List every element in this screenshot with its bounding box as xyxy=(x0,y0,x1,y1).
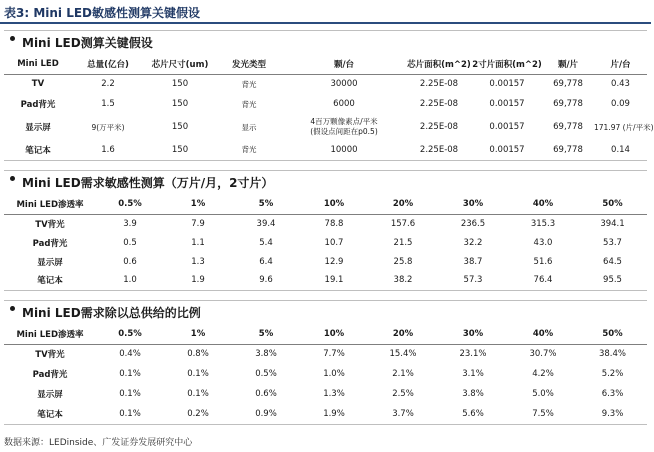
cell: 53.7 xyxy=(603,237,622,248)
col-header: 0.5% xyxy=(96,324,164,344)
cell: 0.00157 xyxy=(489,79,525,90)
cell: 23.1% xyxy=(459,349,487,360)
cell: 背光 xyxy=(241,99,257,109)
cell: 39.4 xyxy=(256,218,276,229)
table-row xyxy=(4,344,647,364)
cell: 51.6 xyxy=(533,256,553,267)
cell: 69,778 xyxy=(553,122,583,132)
cell: 显示 xyxy=(241,122,257,132)
cell: 394.1 xyxy=(600,218,625,229)
cell: 171.97 (片/平米) xyxy=(594,122,654,132)
col-header: 颗/片 xyxy=(542,54,594,74)
col-header: Mini LED xyxy=(4,54,72,74)
cell: 9.6 xyxy=(232,271,300,290)
cell: 3.7% xyxy=(368,404,438,424)
cell: 0.00157 xyxy=(489,99,525,109)
cell: 12.9 xyxy=(324,256,344,267)
row-label: 笔记本 xyxy=(4,271,96,290)
demand-table xyxy=(4,194,647,291)
cell: 38.7 xyxy=(463,256,483,267)
row-label: TV背光 xyxy=(35,350,65,361)
table-row xyxy=(4,140,647,160)
col-header: 片/台 xyxy=(594,54,647,74)
cell: 9(万平米) xyxy=(91,122,125,132)
cell: 15.4% xyxy=(389,349,417,360)
row-label: Pad背光 xyxy=(32,238,68,249)
cell: 1.6 xyxy=(72,140,144,160)
cell: 38.2 xyxy=(368,271,438,290)
cell: 0.1% xyxy=(119,389,141,399)
cell: 7.7% xyxy=(323,349,345,360)
cell: 10.7 xyxy=(324,237,344,248)
cell: 69,778 xyxy=(553,99,583,109)
table-row xyxy=(4,94,647,114)
cell: 1.0 xyxy=(96,271,164,290)
cell: 150 xyxy=(171,122,189,132)
table-row xyxy=(4,114,647,140)
section-heading-ratio xyxy=(4,300,647,322)
cell: 43.0 xyxy=(533,237,553,248)
table-row xyxy=(4,384,647,404)
col-header: 30% xyxy=(438,194,508,214)
table-title-bar xyxy=(0,0,651,24)
cell: 2.1% xyxy=(392,369,414,379)
col-header: 1% xyxy=(164,324,232,344)
bullet-icon xyxy=(10,306,15,311)
cell: 0.00157 xyxy=(489,122,525,132)
cell: 38.4% xyxy=(598,349,626,360)
cell: 6.3% xyxy=(601,389,624,399)
col-header: 40% xyxy=(508,324,578,344)
row-label: Pad背光 xyxy=(20,100,56,110)
cell: 背光 xyxy=(216,140,282,160)
cell: 4百万颗像素点/平米 (假设点间距在p0.5) xyxy=(310,117,378,136)
cell: 0.00157 xyxy=(472,140,542,160)
section-heading-demand xyxy=(4,170,647,192)
col-header: 30% xyxy=(438,324,508,344)
col-header: 40% xyxy=(508,194,578,214)
cell: 1.5 xyxy=(101,99,115,109)
col-header: 50% xyxy=(578,194,647,214)
cell: 10000 xyxy=(282,140,406,160)
cell: 1.1 xyxy=(191,237,205,248)
cell: 0.2% xyxy=(164,404,232,424)
cell: 0.1% xyxy=(187,389,209,399)
cell: 1.9% xyxy=(300,404,368,424)
cell: 0.09 xyxy=(611,99,630,109)
cell: 0.43 xyxy=(611,79,630,90)
cell: 0.6 xyxy=(123,256,137,267)
cell: 76.4 xyxy=(508,271,578,290)
cell: 69,778 xyxy=(542,140,594,160)
table-row xyxy=(4,214,647,233)
cell: 2.25E-08 xyxy=(419,99,459,109)
cell: 2.25E-08 xyxy=(419,79,459,90)
cell: 30.7% xyxy=(529,349,557,360)
col-header: 发光类型 xyxy=(216,54,282,74)
cell: 5.2% xyxy=(601,369,624,379)
cell: 0.5 xyxy=(123,237,137,248)
table-row xyxy=(4,74,647,94)
table-row xyxy=(4,271,647,290)
cell: 78.8 xyxy=(324,218,344,229)
col-header: 颗/台 xyxy=(282,54,406,74)
table-title: 表3: Mini LED敏感性测算关键假设 xyxy=(4,6,201,20)
col-header: 10% xyxy=(300,194,368,214)
cell: 背光 xyxy=(241,79,257,89)
cell: 69,778 xyxy=(553,79,583,90)
ratio-table xyxy=(4,324,647,425)
assumptions-table xyxy=(4,54,654,161)
table-row xyxy=(4,364,647,384)
row-label: TV xyxy=(31,79,45,90)
col-header: 50% xyxy=(578,324,647,344)
cell: 150 xyxy=(171,99,189,109)
cell: 19.1 xyxy=(300,271,368,290)
cell: 1.0% xyxy=(323,369,345,379)
cell: 32.2 xyxy=(463,237,483,248)
row-label: 笔记本 xyxy=(4,404,96,424)
cell: 1.3 xyxy=(191,256,205,267)
col-header: Mini LED渗透率 xyxy=(4,194,96,214)
cell: 5.6% xyxy=(438,404,508,424)
cell: 7.5% xyxy=(508,404,578,424)
cell: 2.2 xyxy=(101,79,115,90)
cell: 5.0% xyxy=(532,389,554,399)
cell: 1.9 xyxy=(164,271,232,290)
col-header: 20% xyxy=(368,194,438,214)
col-header: 1% xyxy=(164,194,232,214)
section-title: Mini LED需求敏感性测算（万片/月，2寸片） xyxy=(22,176,274,190)
cell: 6000 xyxy=(333,99,355,109)
table-row xyxy=(4,233,647,252)
bullet-icon xyxy=(10,176,15,181)
cell: 236.5 xyxy=(460,218,486,229)
cell: 57.3 xyxy=(438,271,508,290)
cell: 2.25E-08 xyxy=(419,122,459,132)
section-heading-assumptions xyxy=(4,30,647,52)
cell: 25.8 xyxy=(393,256,413,267)
source-note: 数据来源：LEDinside、广发证券发展研究中心 xyxy=(4,438,193,448)
col-header: 5% xyxy=(232,324,300,344)
cell: 0.14 xyxy=(594,140,647,160)
col-header: 0.5% xyxy=(96,194,164,214)
row-label: 显示屏 xyxy=(37,257,63,268)
bullet-icon xyxy=(10,36,15,41)
cell: 4.2% xyxy=(532,369,554,379)
cell: 0.1% xyxy=(187,369,209,379)
cell: 9.3% xyxy=(578,404,647,424)
section-title: Mini LED测算关键假设 xyxy=(22,36,153,50)
cell: 2.5% xyxy=(392,389,414,399)
col-header: 芯片面积(m^2) xyxy=(406,54,472,74)
cell: 157.6 xyxy=(390,218,416,229)
row-label: 显示屏 xyxy=(25,123,51,133)
cell: 150 xyxy=(144,140,216,160)
row-label: 显示屏 xyxy=(37,390,63,400)
cell: 6.4 xyxy=(259,256,273,267)
cell: 3.9 xyxy=(123,218,137,229)
cell: 95.5 xyxy=(578,271,647,290)
cell: 0.8% xyxy=(187,349,209,360)
table-row xyxy=(4,404,647,424)
row-label: Pad背光 xyxy=(32,370,68,380)
cell: 0.9% xyxy=(232,404,300,424)
cell: 2.25E-08 xyxy=(406,140,472,160)
cell: 315.3 xyxy=(530,218,556,229)
cell: 64.5 xyxy=(603,256,622,267)
cell: 0.1% xyxy=(96,404,164,424)
col-header: 5% xyxy=(232,194,300,214)
cell: 7.9 xyxy=(191,218,205,229)
cell: 5.4 xyxy=(259,237,273,248)
cell: 150 xyxy=(171,79,189,90)
table-row xyxy=(4,252,647,271)
col-header: 20% xyxy=(368,324,438,344)
cell: 0.5% xyxy=(255,369,277,379)
cell: 0.6% xyxy=(255,389,277,399)
section-title: Mini LED需求除以总供给的比例 xyxy=(22,306,201,320)
cell: 0.4% xyxy=(119,349,141,360)
row-label: TV背光 xyxy=(35,219,65,230)
col-header: 芯片尺寸(um) xyxy=(144,54,216,74)
cell: 3.8% xyxy=(255,349,277,360)
col-header: Mini LED渗透率 xyxy=(4,324,96,344)
cell: 0.1% xyxy=(119,369,141,379)
row-label: 笔记本 xyxy=(4,140,72,160)
cell: 3.8% xyxy=(462,389,484,399)
cell: 1.3% xyxy=(323,389,345,399)
cell: 3.1% xyxy=(462,369,484,379)
cell: 30000 xyxy=(330,79,358,90)
col-header: 10% xyxy=(300,324,368,344)
cell: 21.5 xyxy=(393,237,413,248)
col-header: 2寸片面积(m^2) xyxy=(472,54,542,74)
col-header: 总量(亿台) xyxy=(72,54,144,74)
